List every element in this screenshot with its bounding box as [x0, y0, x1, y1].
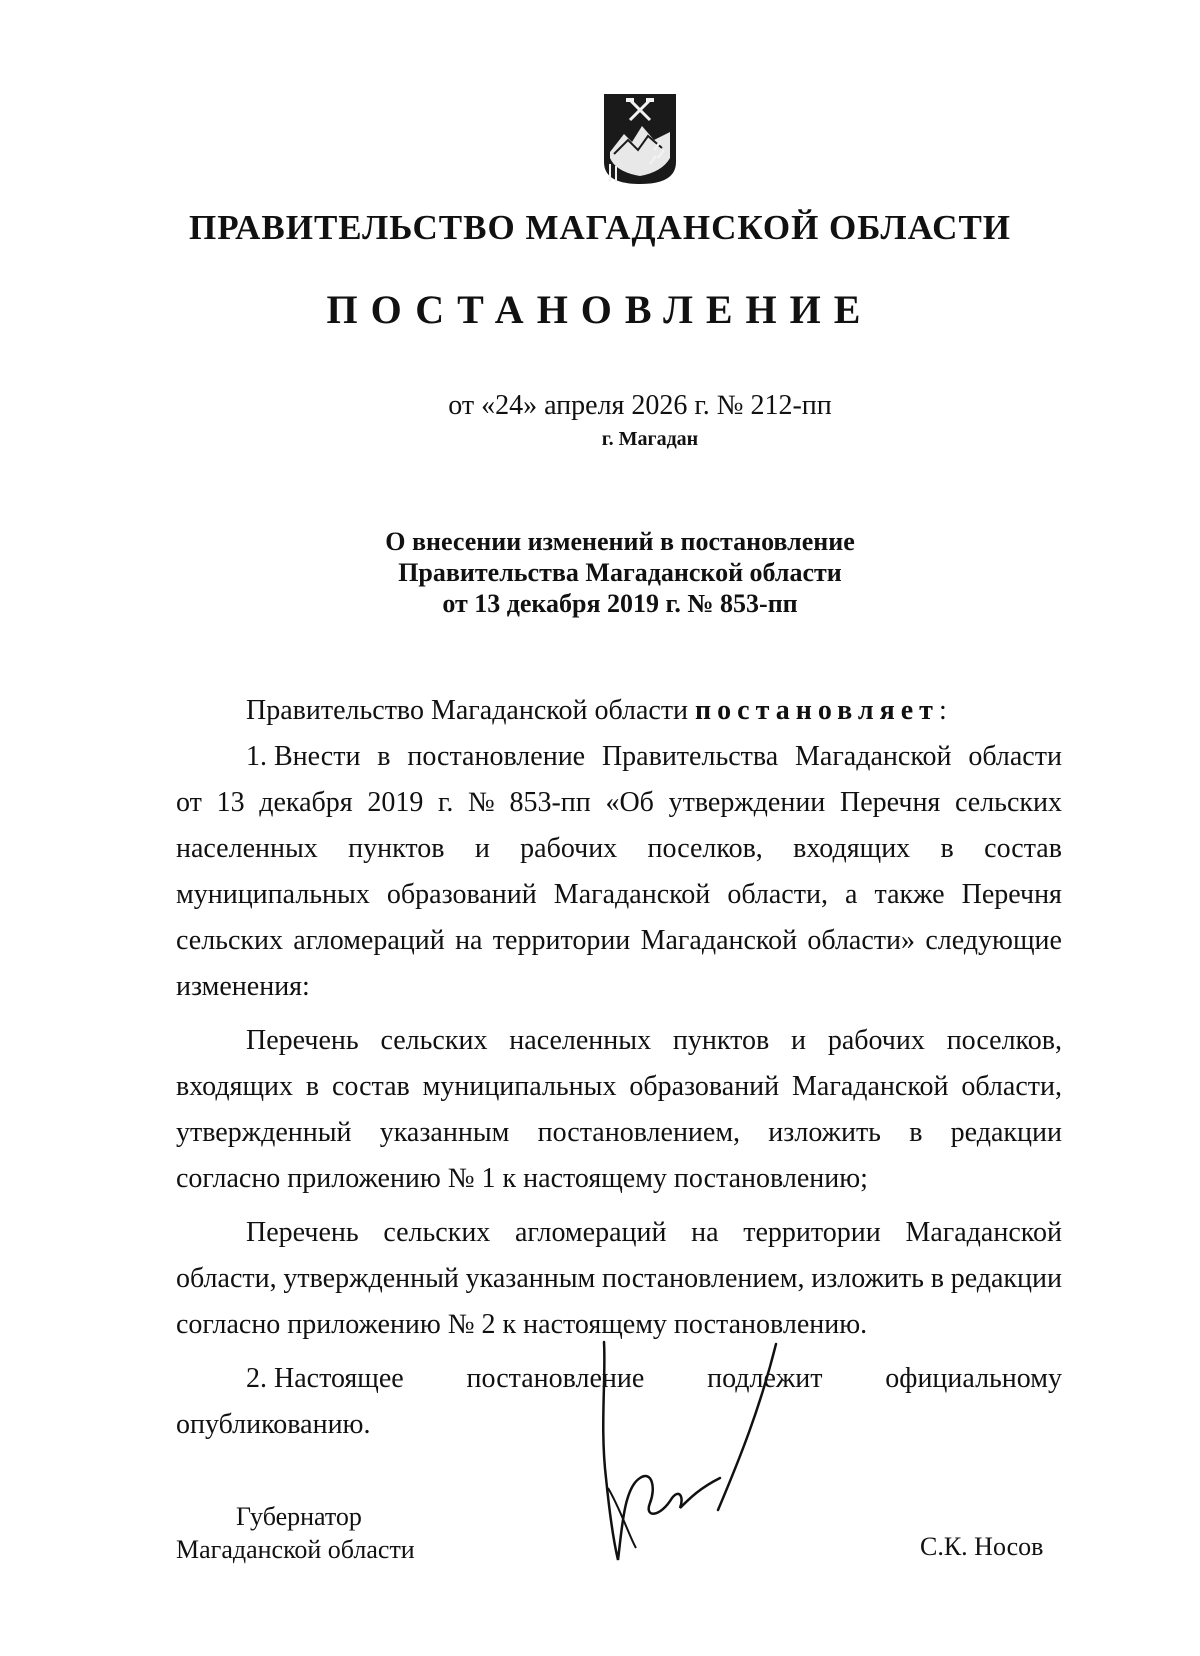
intro-line	[176, 688, 1062, 734]
justified-line	[176, 1018, 1062, 1064]
word: следующие	[925, 925, 1062, 956]
word: постановлением,	[602, 1263, 805, 1294]
word: редакции	[950, 1117, 1062, 1148]
coat-of-arms-emblem	[602, 92, 678, 186]
word: области,	[727, 879, 828, 910]
word: г.	[438, 787, 454, 818]
word: 1. Внести	[246, 741, 361, 772]
word: 2. Настоящее	[246, 1363, 404, 1394]
word: области,	[961, 1071, 1062, 1102]
word: на	[691, 1217, 719, 1248]
signatory-title-line: Магаданской области	[176, 1535, 415, 1564]
word: муниципальных	[422, 1071, 617, 1102]
signatory-title	[176, 1500, 415, 1566]
justified-line	[176, 1256, 1062, 1302]
justified-line	[176, 918, 1062, 964]
word: области»	[807, 925, 916, 956]
word: редакции	[950, 1263, 1062, 1294]
organization-name: ПРАВИТЕЛЬСТВО МАГАДАНСКОЙ ОБЛАСТИ	[188, 208, 1012, 247]
word: состав	[984, 833, 1062, 864]
document-type: ПОСТАНОВЛЕНИЕ	[326, 287, 874, 332]
word: от	[176, 787, 202, 818]
word: области,	[176, 1263, 277, 1294]
word: Перечня	[839, 787, 941, 818]
word: Магаданской	[795, 741, 952, 772]
document-body	[176, 688, 1062, 1448]
word: образований	[629, 1071, 780, 1102]
word: Перечня	[961, 879, 1062, 910]
paragraph-2-last-line: согласно приложению № 1 к настоящему постановлению;	[176, 1163, 868, 1194]
word: Магаданской	[640, 925, 798, 956]
word: рабочих	[520, 833, 618, 864]
word: декабря	[259, 787, 353, 818]
word: входящих	[176, 1071, 294, 1102]
word: официальному	[885, 1363, 1062, 1394]
word: сельских	[383, 1217, 491, 1248]
word: области	[968, 741, 1062, 772]
word: изложить	[811, 1263, 924, 1294]
word: подлежит	[707, 1363, 823, 1394]
word: постановлением,	[537, 1117, 741, 1148]
paragraph-3-last-line: согласно приложению № 2 к настоящему постановлению.	[176, 1309, 868, 1340]
word: сельских	[955, 787, 1062, 818]
word: в	[305, 1071, 320, 1102]
justified-line	[176, 780, 1062, 826]
word: 13	[216, 787, 245, 818]
word: пунктов	[672, 1025, 770, 1056]
word: изложить	[768, 1117, 881, 1148]
handwritten-signature	[600, 1338, 823, 1568]
word: и	[791, 1025, 807, 1056]
document-city: г. Магадан	[601, 428, 699, 450]
justified-line	[176, 734, 1062, 780]
signatory-title-line: Губернатор	[236, 1502, 362, 1531]
word: населенных	[176, 833, 318, 864]
word: в	[377, 741, 391, 772]
word: также	[874, 879, 945, 910]
intro-resolves: постановляет	[695, 695, 939, 726]
word: в	[940, 833, 954, 864]
signatory-name: С.К. Носов	[920, 1532, 1044, 1561]
paragraph-1	[176, 734, 1062, 964]
word: пунктов	[348, 833, 445, 864]
word: утвержденный	[176, 1117, 352, 1148]
paragraph-2	[176, 1018, 1062, 1156]
word: постановление	[407, 741, 586, 772]
subject-line: Правительства Магаданской области	[398, 558, 842, 587]
document-subject	[0, 526, 1200, 619]
document-date-number: от «24» апреля 2026 г. № 212-пп	[448, 390, 832, 421]
word: Перечень	[246, 1025, 359, 1056]
word: населенных	[509, 1025, 652, 1056]
word: состав	[331, 1071, 410, 1102]
word: поселков,	[946, 1025, 1062, 1056]
word: 2019	[367, 787, 424, 818]
word: №	[468, 787, 495, 818]
justified-line	[176, 872, 1062, 918]
word: и	[474, 833, 490, 864]
word: Правительства	[601, 741, 779, 772]
word: Магаданской	[792, 1071, 949, 1102]
word: территории	[743, 1217, 881, 1248]
word: а	[845, 879, 858, 910]
word: указанным	[379, 1117, 510, 1148]
word: в	[930, 1263, 944, 1294]
intro-prefix: Правительство Магаданской области	[246, 695, 696, 726]
word: утвержденный	[283, 1263, 459, 1294]
word: рабочих	[827, 1025, 925, 1056]
paragraph-3	[176, 1210, 1062, 1302]
word: муниципальных	[176, 879, 370, 910]
word: агломераций	[293, 925, 445, 956]
justified-line	[176, 826, 1062, 872]
word: в	[909, 1117, 923, 1148]
word: на	[455, 925, 483, 956]
word: Перечень	[246, 1217, 359, 1248]
word: утверждении	[668, 787, 826, 818]
word: агломераций	[515, 1217, 667, 1248]
subject-line: О внесении изменений в постановление	[385, 527, 855, 556]
word: 853-пп	[509, 787, 591, 818]
subject-line: от 13 декабря 2019 г. № 853-пп	[442, 589, 798, 618]
word: территории	[492, 925, 631, 956]
word: указанным	[465, 1263, 596, 1294]
word: Магаданской	[553, 879, 711, 910]
word: образований	[386, 879, 537, 910]
word: сельских	[176, 925, 283, 956]
intro-suffix: :	[938, 695, 947, 726]
justified-line	[176, 1064, 1062, 1110]
paragraph-1-last-line: изменения:	[176, 971, 310, 1002]
word: входящих	[793, 833, 911, 864]
word: постановление	[466, 1363, 645, 1394]
word: «Об	[605, 787, 654, 818]
justified-line	[176, 1110, 1062, 1156]
word: сельских	[380, 1025, 488, 1056]
justified-line	[176, 1210, 1062, 1256]
word: Магаданской	[905, 1217, 1062, 1248]
word: поселков,	[647, 833, 763, 864]
paragraph-4-last-line: опубликованию.	[176, 1409, 371, 1440]
